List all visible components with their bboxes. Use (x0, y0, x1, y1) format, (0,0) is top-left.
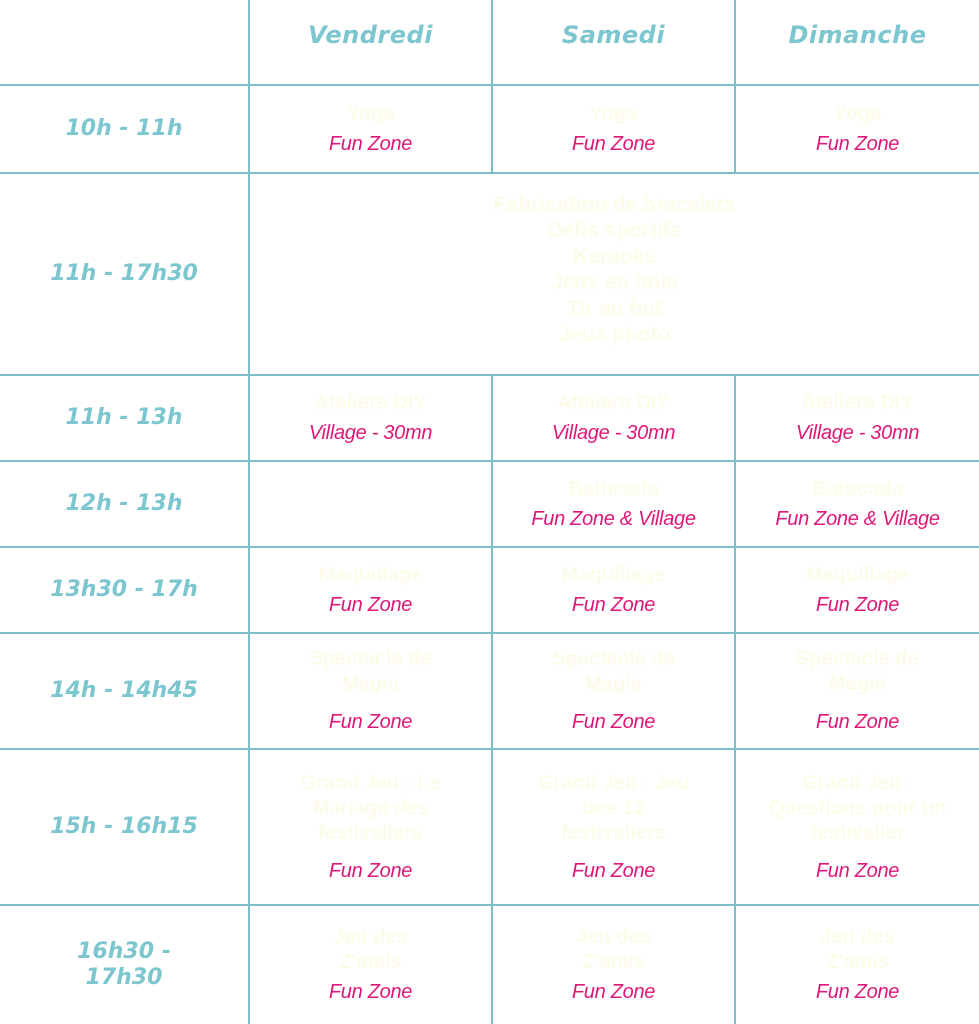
activity-location: Fun Zone (815, 132, 900, 155)
activity-location: Fun Zone (571, 711, 656, 733)
activity-cell (493, 86, 734, 172)
activity-location: Fun Zone (328, 981, 413, 1003)
time-slot: 13h30 - 17h (50, 577, 198, 602)
activity-cell (736, 634, 979, 748)
day-header: Vendredi (308, 21, 433, 49)
time-slot: 11h - 17h30 (50, 261, 198, 286)
time-cell (0, 634, 248, 748)
activity-location: Fun Zone (571, 132, 656, 155)
activity-title: Spectacle de Magie (552, 648, 675, 695)
activity-title: Jeu des Z'amis (333, 926, 408, 973)
activity-cell (736, 750, 979, 904)
activity-span-cell (250, 174, 979, 374)
header-cell-friday (250, 0, 491, 84)
activity-location: Village - 30mn (551, 421, 676, 444)
activity-title: Batucada (812, 477, 903, 500)
activity-title: Ateliers DIY (801, 391, 914, 414)
activity-location: Village - 30mn (308, 421, 433, 444)
activity-title: Spectacle de Magie (796, 648, 919, 695)
activity-location: Fun Zone (815, 711, 900, 733)
activity-cell (736, 906, 979, 1024)
activity-location: Fun Zone & Village (775, 507, 940, 530)
activity-location: Village - 30mn (795, 421, 920, 444)
activity-title: Ateliers DIY (314, 391, 427, 414)
activity-title: Jeux en bois (550, 271, 679, 294)
time-slot: 14h - 14h45 (50, 678, 198, 703)
activity-title: Maquillage (805, 563, 910, 586)
activity-title: Fabrication de bracelets (493, 193, 736, 216)
time-slot: 12h - 13h (65, 491, 183, 516)
activity-cell (493, 634, 734, 748)
activity-cell (250, 750, 491, 904)
activity-cell (493, 548, 734, 632)
time-slot: 10h - 11h (65, 116, 183, 141)
activity-location: Fun Zone (328, 711, 413, 733)
activity-cell (736, 86, 979, 172)
activity-title: Batucada (568, 477, 659, 500)
activity-location: Fun Zone (328, 859, 413, 882)
activity-location: Fun Zone (815, 981, 900, 1003)
time-cell (0, 750, 248, 904)
activity-cell (493, 750, 734, 904)
activity-title: Grand Jeu : Le Mariage des festivaliers (300, 771, 441, 844)
time-cell (0, 906, 248, 1024)
activity-title: Tir au but (566, 297, 663, 320)
activity-cell (736, 548, 979, 632)
activity-cell (250, 634, 491, 748)
activity-location: Fun Zone (815, 859, 900, 882)
time-cell (0, 174, 248, 374)
activity-location: Fun Zone (571, 593, 656, 616)
activity-title: Jeu des Z'amis (820, 926, 895, 973)
activity-title: Ateliers DIY (557, 391, 670, 414)
activity-title: Jeux photo (558, 323, 671, 346)
activity-title: Jeu des Z'amis (576, 926, 651, 973)
time-slot: 16h30 - 17h30 (77, 939, 171, 990)
time-slot: 15h - 16h15 (50, 814, 198, 839)
activity-location: Fun Zone (815, 593, 900, 616)
header-cell-sunday (736, 0, 979, 84)
activity-title: Yoga (589, 102, 638, 125)
activity-title: Grand Jeu : Jeu des 12 festivaliers (537, 771, 690, 844)
day-header: Samedi (561, 21, 666, 49)
activity-title: Yoga (833, 102, 882, 125)
activity-cell (250, 906, 491, 1024)
header-cell-saturday (493, 0, 734, 84)
activity-title: Maquillage (318, 563, 423, 586)
activity-cell (250, 376, 491, 460)
activity-location: Fun Zone (328, 593, 413, 616)
activity-cell (493, 906, 734, 1024)
activity-cell (493, 462, 734, 546)
time-cell (0, 548, 248, 632)
activity-title: Défis sportifs (547, 219, 682, 242)
time-cell (0, 462, 248, 546)
activity-location: Fun Zone & Village (531, 507, 696, 530)
activity-location: Fun Zone (571, 981, 656, 1003)
activity-title: Karaoké (573, 245, 656, 268)
activity-cell (250, 548, 491, 632)
activity-location: Fun Zone (328, 132, 413, 155)
time-slot: 11h - 13h (65, 405, 183, 430)
activity-title: Maquillage (561, 563, 666, 586)
activity-title: Yoga (346, 102, 395, 125)
time-cell (0, 376, 248, 460)
activity-title: Spectacle de Magie (309, 648, 432, 695)
activity-title: Grand Jeu : Questions pour un festivalier (768, 771, 947, 844)
day-header: Dimanche (788, 21, 927, 49)
time-cell (0, 86, 248, 172)
activity-cell-empty (250, 462, 491, 546)
activity-cell (736, 462, 979, 546)
activity-cell (250, 86, 491, 172)
activity-cell (736, 376, 979, 460)
activity-location: Fun Zone (571, 859, 656, 882)
activity-cell (493, 376, 734, 460)
